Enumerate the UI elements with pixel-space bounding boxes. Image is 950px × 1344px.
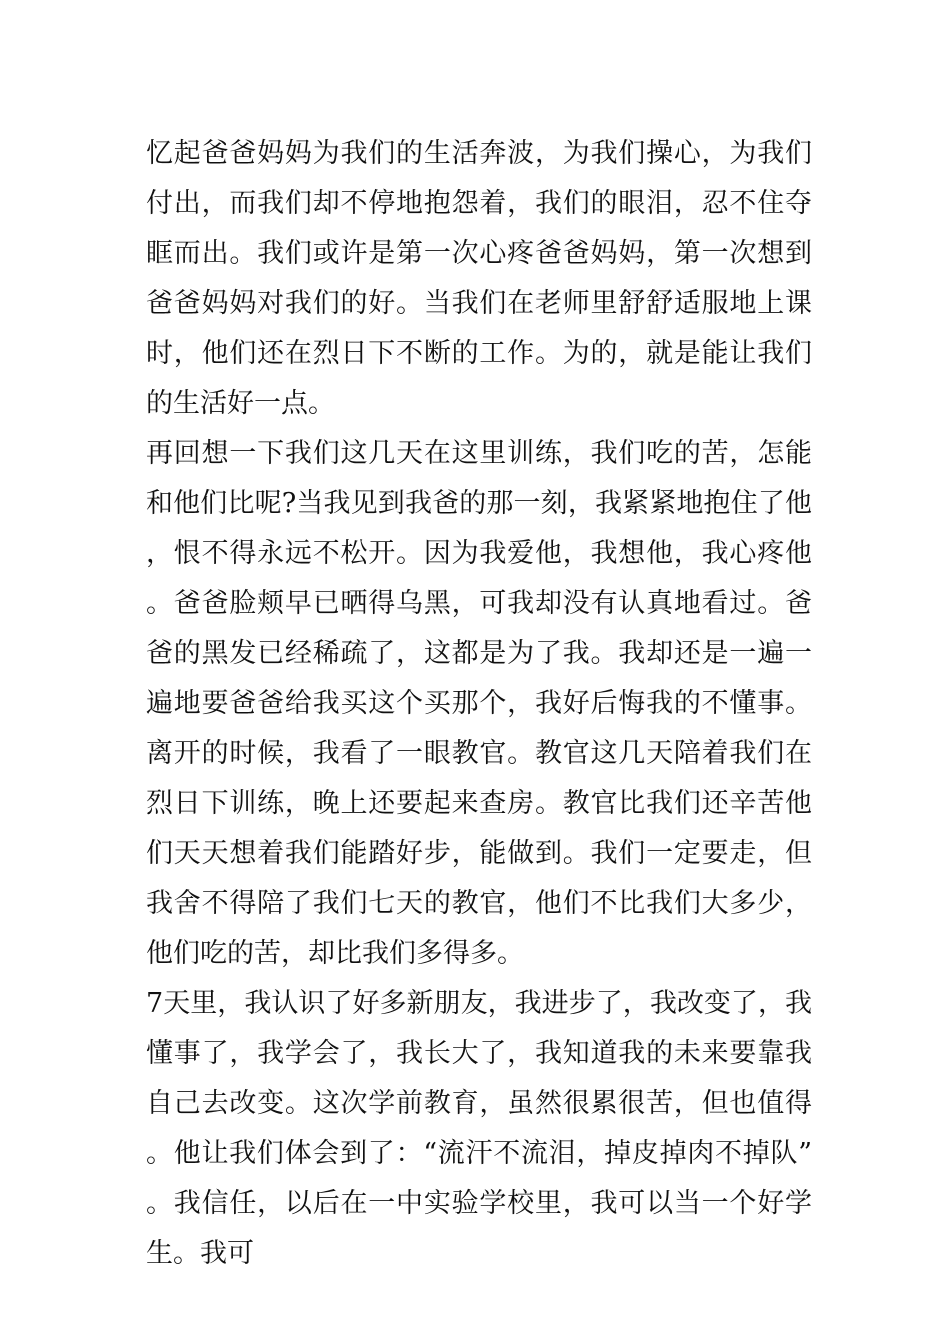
paragraph-2: 再回想一下我们这几天在这里训练，我们吃的苦，怎能和他们比呢?当我见到我爸的那一刻，我紧紧地抱住了他，恨不得永远不松开。因为我爱他，我想他，我心疼他。爸爸脸颊早已晒得乌黑，可我却没有认真地看过。爸爸的黑发已经稀疏了，这都是为了我。我却还是一遍一遍地要爸爸给我买这个买那个，我好后悔我的不懂事。离开的时候，我看了一眼教官。教官这几天陪着我们在烈日下训练，晚上还要起来查房。教官比我们还辛苦他们天天想着我们能踏好步，能做到。我们一定要走，但我舍不得陪了我们七天的教官，他们不比我们大多少，他们吃的苦，却比我们多得多。 xyxy=(146,438,812,969)
paragraph-1: 忆起爸爸妈妈为我们的生活奔波，为我们操心，为我们付出，而我们却不停地抱怨着，我们的眼泪，忍不住夺眶而出。我们或许是第一次心疼爸爸妈妈，第一次想到爸爸妈妈对我们的好。当我们在老师里舒舒适服地上课时，他们还在烈日下不断的工作。为的，就是能让我们的生活好一点。 xyxy=(146,138,812,419)
paragraph-3: 7天里，我认识了好多新朋友，我进步了，我改变了，我懂事了，我学会了，我长大了，我知道我的未来要靠我自己去改变。这次学前教育，虽然很累很苦，但也值得。他让我们体会到了：“流汗不流泪，掉皮掉肉不掉队”。我信任，以后在一中实验学校里，我可以当一个好学生。我可 xyxy=(146,988,812,1269)
body-text xyxy=(146,129,812,1279)
